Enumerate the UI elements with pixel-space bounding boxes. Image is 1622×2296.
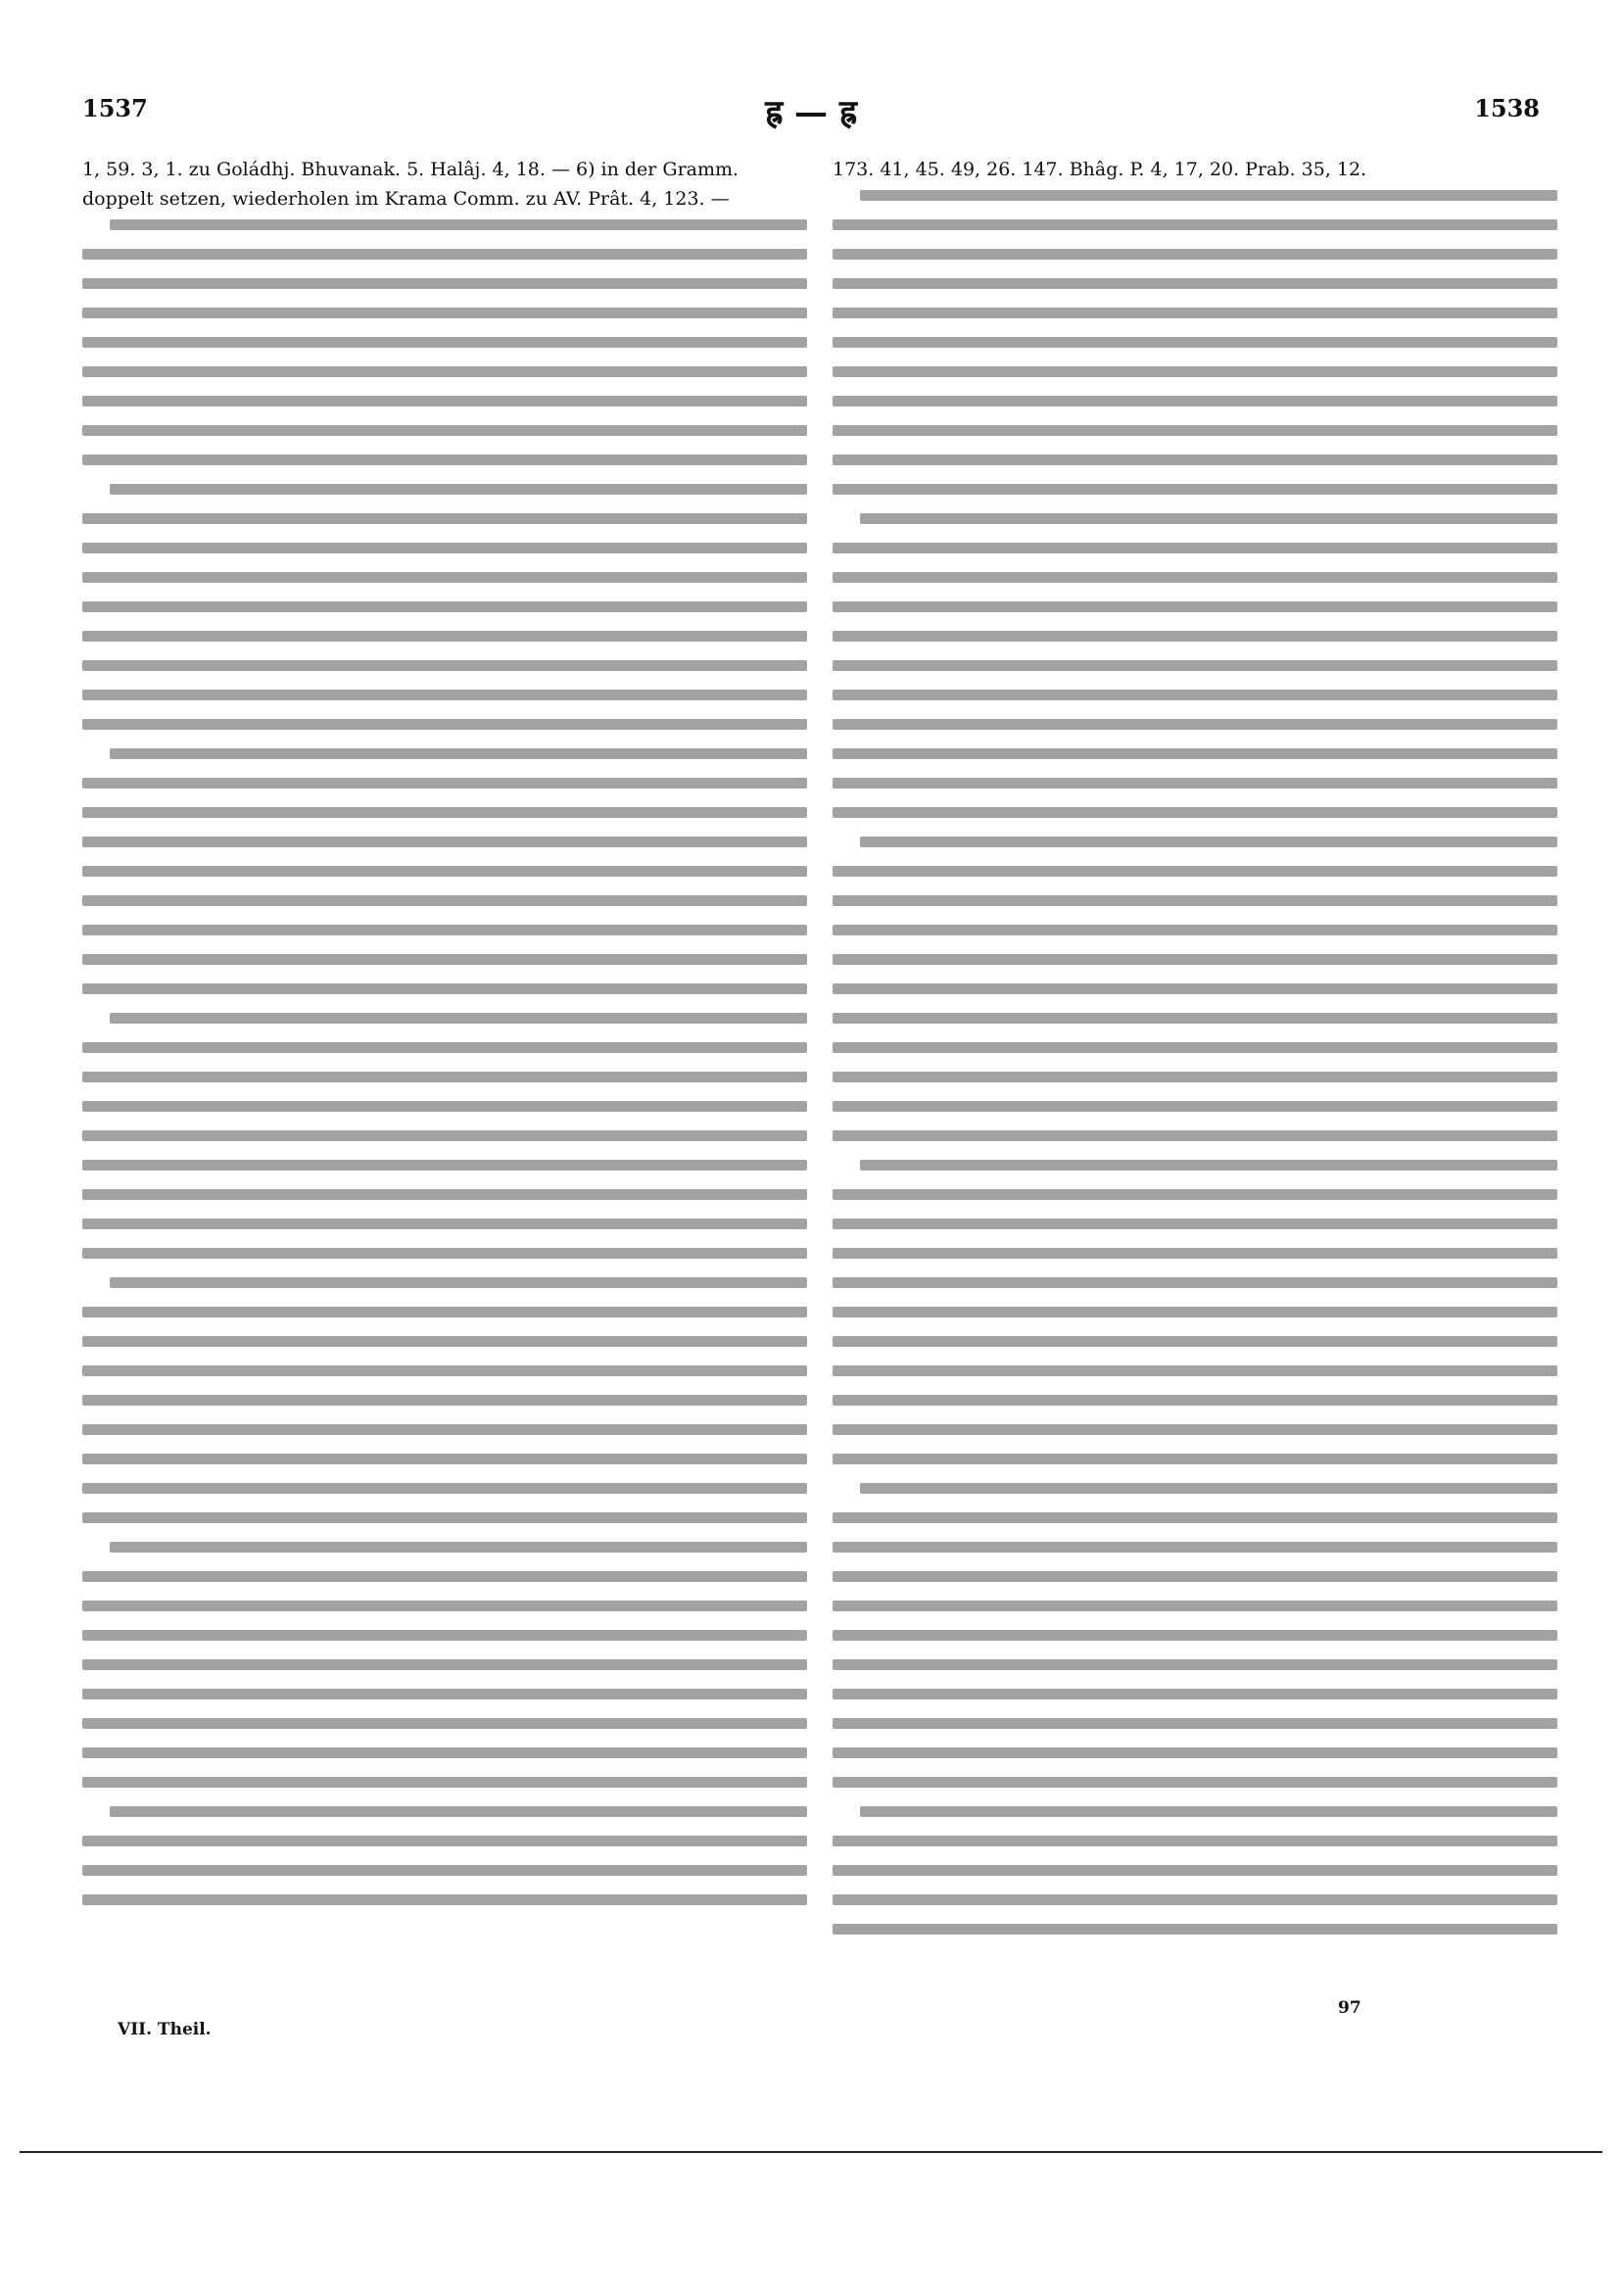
text-line-placeholder: [833, 1042, 1557, 1053]
text-line-placeholder: [833, 660, 1557, 671]
text-line-placeholder: [833, 366, 1557, 377]
left-column-line: 1, 59. 3, 1. zu Goládhj. Bhuvanak. 5. Halâj. 4, 18. — 6) in der Gramm.: [82, 159, 739, 180]
text-line-placeholder: [82, 1659, 807, 1670]
text-line-placeholder: [833, 454, 1557, 465]
text-line-placeholder: [82, 925, 807, 935]
right-page-number: 1538: [1474, 94, 1540, 122]
text-line-placeholder: [833, 807, 1557, 818]
text-line-placeholder: [82, 1042, 807, 1053]
text-line-placeholder: [110, 219, 807, 230]
text-line-placeholder: [82, 954, 807, 965]
text-line-placeholder: [82, 719, 807, 730]
text-line-placeholder: [82, 837, 807, 847]
text-line-placeholder: [82, 366, 807, 377]
text-line-placeholder: [833, 1395, 1557, 1406]
text-line-placeholder: [833, 1836, 1557, 1846]
text-line-placeholder: [82, 601, 807, 612]
text-line-placeholder: [860, 513, 1557, 524]
text-line-placeholder: [110, 1013, 807, 1024]
text-line-placeholder: [110, 1542, 807, 1553]
text-line-placeholder: [82, 572, 807, 583]
text-line-placeholder: [82, 1248, 807, 1259]
text-line-placeholder: [110, 748, 807, 759]
text-line-placeholder: [82, 337, 807, 348]
text-line-placeholder: [82, 1454, 807, 1464]
text-line-placeholder: [833, 278, 1557, 289]
text-line-placeholder: [82, 1424, 807, 1435]
text-line-placeholder: [82, 1894, 807, 1905]
text-line-placeholder: [833, 778, 1557, 789]
text-line-placeholder: [82, 1836, 807, 1846]
text-line-placeholder: [833, 983, 1557, 994]
text-line-placeholder: [110, 484, 807, 495]
text-line-placeholder: [860, 190, 1557, 201]
text-line-placeholder: [833, 895, 1557, 906]
text-line-placeholder: [82, 1219, 807, 1229]
left-column-text-placeholder: [82, 219, 807, 1905]
left-page-number: 1537: [82, 94, 148, 122]
text-line-placeholder: [833, 1924, 1557, 1935]
text-line-placeholder: [82, 454, 807, 465]
text-line-placeholder: [82, 1072, 807, 1082]
text-line-placeholder: [860, 1160, 1557, 1171]
text-line-placeholder: [82, 1601, 807, 1611]
text-line-placeholder: [833, 543, 1557, 553]
text-line-placeholder: [833, 1865, 1557, 1876]
text-line-placeholder: [833, 1512, 1557, 1523]
text-line-placeholder: [82, 866, 807, 877]
text-line-placeholder: [82, 1365, 807, 1376]
text-line-placeholder: [82, 631, 807, 642]
text-line-placeholder: [833, 925, 1557, 935]
text-line-placeholder: [82, 396, 807, 407]
text-line-placeholder: [110, 1277, 807, 1288]
left-column-line: doppelt setzen, wiederholen im Krama Comm. zu AV. Prât. 4, 123. —: [82, 188, 730, 210]
running-head: ह्र — ह्र: [765, 93, 857, 132]
text-line-placeholder: [833, 1659, 1557, 1670]
text-line-placeholder: [82, 1336, 807, 1347]
text-line-placeholder: [833, 249, 1557, 260]
text-line-placeholder: [833, 631, 1557, 642]
text-line-placeholder: [82, 1101, 807, 1112]
text-line-placeholder: [82, 278, 807, 289]
text-line-placeholder: [82, 1865, 807, 1876]
text-line-placeholder: [833, 1424, 1557, 1435]
text-line-placeholder: [82, 660, 807, 671]
text-line-placeholder: [833, 308, 1557, 318]
text-line-placeholder: [82, 807, 807, 818]
text-line-placeholder: [833, 748, 1557, 759]
text-line-placeholder: [82, 778, 807, 789]
text-line-placeholder: [833, 337, 1557, 348]
text-line-placeholder: [82, 1571, 807, 1582]
text-line-placeholder: [833, 572, 1557, 583]
text-line-placeholder: [82, 1307, 807, 1317]
text-line-placeholder: [860, 837, 1557, 847]
text-line-placeholder: [833, 1542, 1557, 1553]
text-line-placeholder: [82, 1689, 807, 1699]
text-line-placeholder: [82, 308, 807, 318]
text-line-placeholder: [82, 513, 807, 524]
text-line-placeholder: [833, 1630, 1557, 1641]
text-line-placeholder: [833, 1718, 1557, 1729]
text-line-placeholder: [82, 1130, 807, 1141]
text-line-placeholder: [833, 1219, 1557, 1229]
text-line-placeholder: [833, 1248, 1557, 1259]
text-line-placeholder: [833, 1365, 1557, 1376]
text-line-placeholder: [82, 1630, 807, 1641]
text-line-placeholder: [833, 1894, 1557, 1905]
text-line-placeholder: [82, 690, 807, 700]
text-line-placeholder: [82, 1160, 807, 1171]
text-line-placeholder: [833, 1601, 1557, 1611]
text-line-placeholder: [833, 866, 1557, 877]
text-line-placeholder: [833, 690, 1557, 700]
text-line-placeholder: [833, 1777, 1557, 1788]
text-line-placeholder: [833, 1307, 1557, 1317]
text-line-placeholder: [833, 1336, 1557, 1347]
text-line-placeholder: [82, 543, 807, 553]
text-line-placeholder: [833, 219, 1557, 230]
volume-label: VII. Theil.: [118, 2020, 212, 2039]
text-line-placeholder: [82, 1395, 807, 1406]
text-line-placeholder: [82, 1483, 807, 1494]
text-line-placeholder: [833, 484, 1557, 495]
text-line-placeholder: [833, 719, 1557, 730]
text-line-placeholder: [82, 1512, 807, 1523]
bottom-rule: [20, 2151, 1602, 2153]
text-line-placeholder: [82, 1718, 807, 1729]
text-line-placeholder: [82, 1777, 807, 1788]
signature-mark: 97: [1338, 1998, 1361, 2018]
text-line-placeholder: [82, 249, 807, 260]
left-column: [82, 155, 807, 1996]
text-line-placeholder: [833, 425, 1557, 436]
text-line-placeholder: [833, 1689, 1557, 1699]
text-line-placeholder: [82, 1747, 807, 1758]
text-line-placeholder: [833, 601, 1557, 612]
right-column: [833, 155, 1557, 1996]
text-line-placeholder: [82, 1189, 807, 1200]
text-line-placeholder: [82, 425, 807, 436]
text-line-placeholder: [82, 983, 807, 994]
text-line-placeholder: [833, 1013, 1557, 1024]
right-column-line: 173. 41, 45. 49, 26. 147. Bhâg. P. 4, 17, 20. Prab. 35, 12.: [833, 159, 1367, 180]
text-line-placeholder: [833, 1130, 1557, 1141]
text-line-placeholder: [833, 1747, 1557, 1758]
text-line-placeholder: [833, 954, 1557, 965]
text-line-placeholder: [833, 1189, 1557, 1200]
text-line-placeholder: [110, 1806, 807, 1817]
text-line-placeholder: [82, 895, 807, 906]
text-line-placeholder: [833, 1072, 1557, 1082]
text-line-placeholder: [833, 1454, 1557, 1464]
text-line-placeholder: [860, 1806, 1557, 1817]
text-line-placeholder: [860, 1483, 1557, 1494]
right-column-text-placeholder: [833, 190, 1557, 1935]
text-line-placeholder: [833, 1277, 1557, 1288]
text-line-placeholder: [833, 1101, 1557, 1112]
text-line-placeholder: [833, 1571, 1557, 1582]
text-line-placeholder: [833, 396, 1557, 407]
